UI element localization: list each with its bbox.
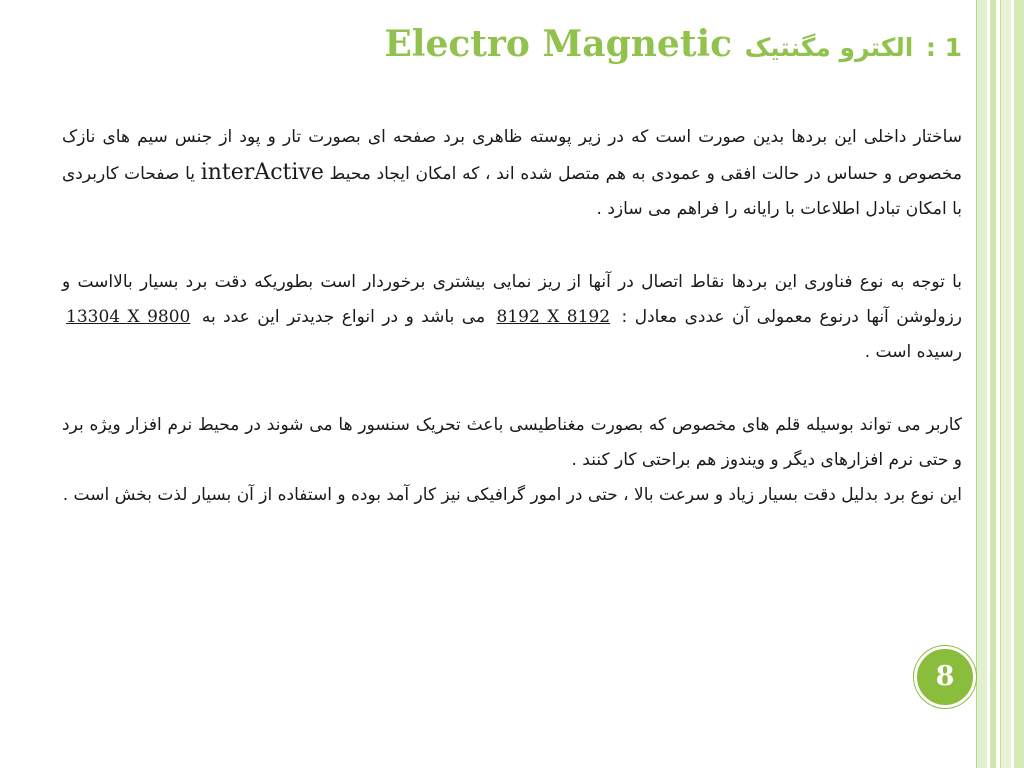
resolution-new: 13304 X 9800 (66, 307, 191, 327)
paragraph-text: یا صفحات کاربردی با امکان تبادل اطلاعات با رایانه را فراهم می سازد . (62, 164, 962, 219)
page-number-badge: 8 (914, 646, 976, 708)
decorative-stripe (1014, 0, 1024, 768)
title-english: Electro Magnetic (384, 23, 733, 65)
slide-title (384, 22, 962, 70)
decorative-stripe (1000, 0, 1011, 768)
slide-body (62, 120, 962, 513)
title-persian: الکترو مگنتیک (744, 33, 914, 62)
title-number: 1 : (925, 33, 962, 62)
paragraph-text: ساختار داخلی این بردها بدین صورت است که در زیر پوسته ظاهری برد صفحه ای بصورت تار و پود از جنس سیم های نازک مخصوص و حساس در حالت افقی و عمودی به هم متصل شده اند ، که امکان ایجاد محیط (62, 127, 962, 184)
paragraph-structure (62, 120, 962, 227)
paragraph-pen-usage: کاربر می تواند بوسیله قلم های مخصوص که بصورت مغناطیسی باعث تحریک سنسور ها می شوند در محیط نرم افزار ویژه برد و حتی نرم افزارهای دیگر و ویندوز هم براحتی کار کنند . (62, 415, 962, 470)
paragraph-text: با توجه به نوع فناوری این بردها نقاط اتصال در آنها از ریز نمایی بیشتری برخوردار است بطوریکه دقت برد بسیار بالااست و رزولوشن آنها درنوع معمولی آن عددی معادل : (62, 272, 963, 327)
paragraph-text: می باشد و در انواع جدیدتر این عدد به (194, 307, 493, 327)
resolution-standard: 8192 X 8192 (496, 307, 611, 327)
paragraph-graphics: این نوع برد بدلیل دقت بسیار زیاد و سرعت بالا ، حتی در امور گرافیکی نیز کار آمد بوده و استفاده از آن بسیار لذت بخش است . (62, 485, 962, 505)
decorative-stripe (976, 0, 987, 768)
paragraph-resolution (62, 265, 962, 370)
paragraph-text: رسیده است . (864, 342, 962, 362)
interactive-term: interActive (200, 160, 324, 185)
decorative-stripe (990, 0, 996, 768)
